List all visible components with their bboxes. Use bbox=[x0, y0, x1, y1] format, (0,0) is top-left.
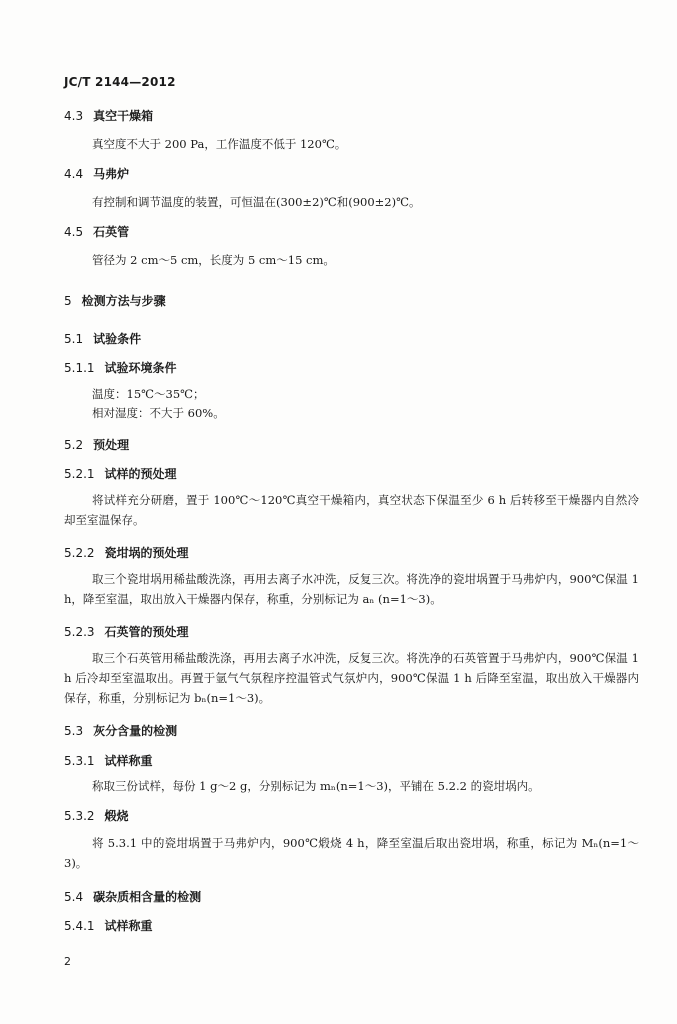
standard-code-header: JC/T 2144—2012 bbox=[64, 75, 176, 89]
paragraph-4-3: 真空度不大于 200 Pa，工作温度不低于 120℃。 bbox=[92, 137, 347, 151]
paragraph-5-2-2: 取三个瓷坩埚用稀盐酸洗涤，再用去离子水冲洗，反复三次。将洗净的瓷坩埚置于马弗炉内，900℃保温 1 h，降至室温，取出放入干燥器内保存，称重，分别标记为 aₙ (n=1～3)。 bbox=[64, 572, 639, 606]
page-number: 2 bbox=[64, 955, 71, 968]
paragraph-4-4: 有控制和调节温度的装置，可恒温在(300±2)℃和(900±2)℃。 bbox=[92, 195, 421, 209]
section-heading-4-3: 4.3 真空干燥箱 bbox=[64, 109, 154, 123]
section-heading-5: 5 检测方法与步骤 bbox=[64, 294, 166, 308]
section-heading-5-2-2: 5.2.2 瓷坩埚的预处理 bbox=[64, 546, 189, 560]
section-heading-5-1-1: 5.1.1 试验环境条件 bbox=[64, 361, 177, 375]
paragraph-5-1-1-humidity: 相对湿度：不大于 60%。 bbox=[92, 406, 225, 420]
section-heading-5-3-1: 5.3.1 试样称重 bbox=[64, 754, 153, 768]
section-heading-5-2-3: 5.2.3 石英管的预处理 bbox=[64, 625, 189, 639]
paragraph-5-1-1-temperature: 温度：15℃～35℃； bbox=[92, 387, 205, 401]
section-heading-5-2-1: 5.2.1 试样的预处理 bbox=[64, 467, 177, 481]
section-heading-5-4-1: 5.4.1 试样称重 bbox=[64, 919, 153, 933]
paragraph-5-2-3: 取三个石英管用稀盐酸洗涤，再用去离子水冲洗，反复三次。将洗净的石英管置于马弗炉内，900℃保温 1 h 后冷却至室温取出。再置于氩气气氛程序控温管式气氛炉内，900℃保温 1 h 后降至室温，取出放入干燥器内保存，称重，分别标记为 bₙ(n=1～3)。 bbox=[64, 651, 639, 705]
section-heading-5-2: 5.2 预处理 bbox=[64, 438, 130, 452]
section-heading-4-5: 4.5 石英管 bbox=[64, 225, 130, 239]
section-heading-5-3-2: 5.3.2 煅烧 bbox=[64, 809, 129, 823]
section-heading-4-4: 4.4 马弗炉 bbox=[64, 167, 130, 181]
paragraph-5-2-1: 将试样充分研磨，置于 100℃～120℃真空干燥箱内，真空状态下保温至少 6 h 后转移至干燥器内自然冷却至室温保存。 bbox=[64, 493, 639, 527]
paragraph-5-3-2: 将 5.3.1 中的瓷坩埚置于马弗炉内，900℃煅烧 4 h，降至室温后取出瓷坩埚，称重，标记为 Mₙ(n=1～3)。 bbox=[64, 836, 639, 870]
paragraph-5-3-1: 称取三份试样，每份 1 g～2 g，分别标记为 mₙ(n=1～3)，平铺在 5.2.2 的瓷坩埚内。 bbox=[92, 779, 540, 793]
section-heading-5-4: 5.4 碳杂质相含量的检测 bbox=[64, 890, 202, 904]
section-heading-5-1: 5.1 试验条件 bbox=[64, 332, 142, 346]
section-heading-5-3: 5.3 灰分含量的检测 bbox=[64, 724, 178, 738]
paragraph-4-5: 管径为 2 cm～5 cm，长度为 5 cm～15 cm。 bbox=[92, 253, 335, 267]
